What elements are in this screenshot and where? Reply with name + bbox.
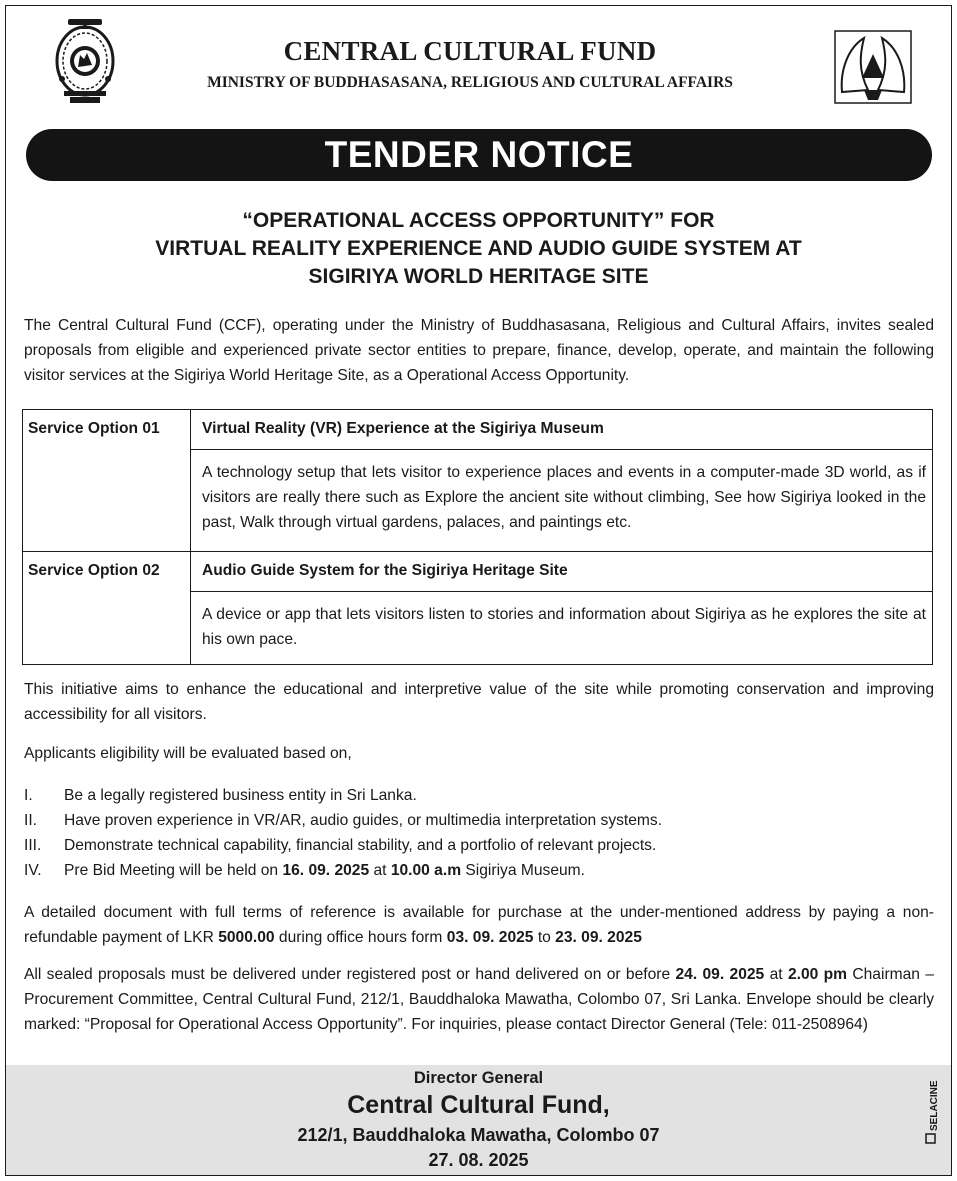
signatory-address: 212/1, Bauddhaloka Mawatha, Colombo 07: [297, 1125, 660, 1145]
list-item: [24, 833, 924, 858]
sale-end-date: 23. 09. 2025: [555, 929, 642, 946]
agency-credit-mark: [915, 1076, 951, 1148]
submission-text: at: [764, 966, 788, 983]
list-item: [24, 858, 924, 883]
list-item-text: Pre Bid Meeting will be held on: [64, 862, 283, 879]
signatory-role: Director General: [413, 1069, 544, 1087]
notice-date: 27. 08. 2025: [428, 1150, 529, 1170]
subject-line-3: SIGIRIYA WORLD HERITAGE SITE: [308, 265, 649, 288]
sri-lanka-emblem-icon: [54, 19, 116, 105]
organization-name: CENTRAL CULTURAL FUND: [283, 36, 657, 66]
list-item-number: I.: [24, 787, 33, 804]
eligibility-intro: Applicants eligibility will be evaluated based on,: [24, 745, 352, 762]
submission-paragraph: [24, 962, 934, 1037]
submission-text: All sealed proposals must be delivered under registered post or hand delivered on or before: [24, 966, 676, 983]
sale-start-date: 03. 09. 2025: [446, 929, 534, 946]
service-description: A device or app that lets visitors listen to stories and information about Sigiriya as he explores the site at his own pace.: [191, 592, 933, 665]
ministry-name: MINISTRY OF BUDDHASASANA, RELIGIOUS AND CULTURAL AFFAIRS: [207, 74, 733, 91]
list-item-text: Be a legally registered business entity in Sri Lanka.: [64, 787, 417, 804]
list-item-text: Demonstrate technical capability, financial stability, and a portfolio of relevant projects.: [64, 837, 657, 854]
fee-amount: 5000.00: [218, 929, 275, 946]
service-description: A technology setup that lets visitor to experience places and events in a computer-made 3D world, as if visitors are really there such as Explore the ancient site without climbing, See how Sigiriya looked in the past, Walk through virtual gardens, palaces, and paintings etc.: [191, 450, 933, 552]
submission-text: Chairman – Procurement Committee, Central Cultural Fund, 212/1, Bauddhaloka Mawatha, Colombo 07, Sri Lanka. Envelope should be clearly marked: “Proposal for Operational Access Opportunity”. For inquiries, please contact Director General (Tele: 011-2508964): [24, 966, 934, 1033]
deadline-date: 24. 09. 2025: [675, 966, 765, 983]
eligibility-list: [24, 783, 924, 883]
list-item-text: at: [369, 862, 391, 879]
service-title: Virtual Reality (VR) Experience at the Sigiriya Museum: [191, 410, 933, 450]
deadline-time: 2.00 pm: [787, 966, 848, 983]
signatory-organization: Central Cultural Fund,: [347, 1091, 610, 1119]
list-item-number: IV.: [24, 862, 42, 879]
service-options-table: [22, 409, 933, 665]
list-item-text: Have proven experience in VR/AR, audio guides, or multimedia interpretation systems.: [64, 812, 663, 829]
initiative-paragraph: This initiative aims to enhance the educational and interpretive value of the site while promoting conservation and improving accessibility for all visitors.: [24, 681, 934, 723]
intro-paragraph: The Central Cultural Fund (CCF), operating under the Ministry of Buddhasasana, Religious and Cultural Affairs, invites sealed proposals from eligible and experienced private sector entities to prepare, finance, develop, operate, and maintain the following visitor services at the Sigiriya World Heritage Site, as a Operational Access Opportunity.: [24, 317, 934, 384]
service-option-label: Service Option 02: [23, 552, 191, 665]
document-text: during office hours form: [274, 929, 447, 946]
notice-subject: [40, 207, 917, 291]
subject-line-1: “OPERATIONAL ACCESS OPPORTUNITY” FOR: [242, 209, 715, 232]
list-item: [24, 808, 924, 833]
subject-line-2: VIRTUAL REALITY EXPERIENCE AND AUDIO GUIDE SYSTEM AT: [155, 237, 802, 260]
ccf-hands-triangle-logo-icon: [834, 30, 912, 104]
signature-footer: [6, 1065, 951, 1175]
document-text: A detailed document with full terms of reference is available for purchase at the under-mentioned address by paying a non-refundable payment of LKR: [24, 904, 934, 946]
agency-credit-text: SELACINE: [929, 1080, 940, 1131]
document-text: to: [533, 929, 556, 946]
list-item-text: Sigiriya Museum.: [461, 862, 585, 879]
list-item-number: II.: [24, 812, 37, 829]
pre-bid-date: 16. 09. 2025: [282, 862, 370, 879]
table-row: [23, 410, 933, 450]
table-row: [23, 552, 933, 592]
list-item-number: III.: [24, 837, 42, 854]
pre-bid-time: 10.00 a.m: [390, 862, 462, 879]
tender-notice-banner: TENDER NOTICE: [26, 129, 932, 181]
service-option-label: Service Option 01: [23, 410, 191, 552]
list-item: [24, 783, 924, 808]
document-paragraph: [24, 900, 934, 950]
service-title: Audio Guide System for the Sigiriya Heritage Site: [191, 552, 933, 592]
